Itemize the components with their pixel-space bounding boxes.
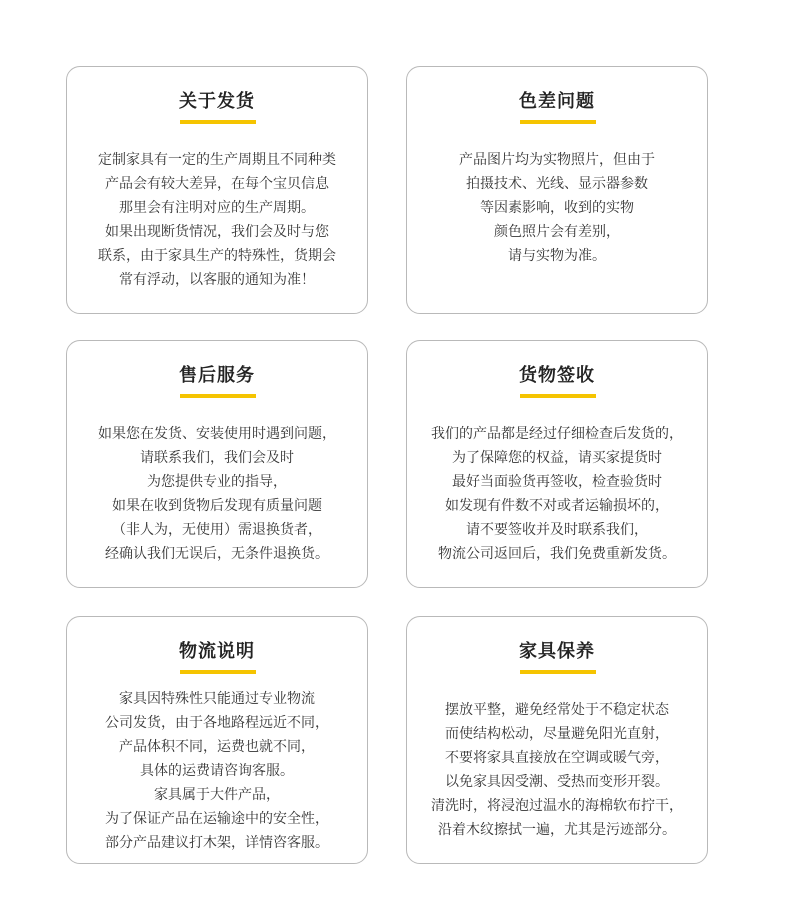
- body-line: 拍摄技术、光线、显示器参数: [466, 176, 648, 192]
- body-line: 物流公司返回后，我们免费重新发货。: [438, 546, 676, 562]
- body-line: 请不要签收并及时联系我们，: [466, 522, 648, 538]
- card-body: [73, 148, 361, 292]
- card-body: [413, 698, 701, 842]
- body-line: 摆放平整，避免经常处于不稳定状态: [445, 702, 669, 718]
- body-line: 定制家具有一定的生产周期且不同种类: [98, 152, 336, 168]
- card-body: [413, 148, 701, 268]
- title-underline: [180, 120, 256, 124]
- card-title: 家具保养: [519, 641, 595, 662]
- body-line: 如果您在发货、安装使用时遇到问题，: [98, 426, 336, 442]
- body-line: 颜色照片会有差别，: [494, 224, 620, 240]
- body-line: 以免家具因受潮、受热而变形开裂。: [445, 774, 669, 790]
- card-body: [73, 687, 361, 855]
- card-body: [73, 422, 361, 566]
- body-line: 为了保证产品在运输途中的安全性，: [105, 811, 329, 827]
- body-line: 具体的运费请咨询客服。: [140, 763, 294, 779]
- card-after-sales: [66, 340, 368, 588]
- card-body: [413, 422, 701, 566]
- title-underline: [180, 394, 256, 398]
- card-title: 物流说明: [179, 641, 255, 662]
- body-line: 常有浮动，以客服的通知为准！: [119, 272, 315, 288]
- body-line: 不要将家具直接放在空调或暖气旁，: [445, 750, 669, 766]
- card-color-difference: [406, 66, 708, 314]
- title-underline: [520, 120, 596, 124]
- title-underline: [520, 670, 596, 674]
- body-line: 公司发货，由于各地路程远近不同，: [105, 715, 329, 731]
- card-title: 色差问题: [519, 91, 595, 112]
- card-logistics: [66, 616, 368, 864]
- body-line: 部分产品建议打木架，详情咨客服。: [105, 835, 329, 851]
- card-delivery-receipt: [406, 340, 708, 588]
- body-line: 如果出现断货情况，我们会及时与您: [105, 224, 329, 240]
- title-underline: [520, 394, 596, 398]
- body-line: 我们的产品都是经过仔细检查后发货的，: [431, 426, 683, 442]
- card-shipping: [66, 66, 368, 314]
- body-line: 而使结构松动，尽量避免阳光直射，: [445, 726, 669, 742]
- body-line: 请与实物为准。: [508, 248, 606, 264]
- body-line: 为您提供专业的指导，: [147, 474, 287, 490]
- card-title: 关于发货: [179, 91, 255, 112]
- body-line: 经确认我们无误后，无条件退换货。: [105, 546, 329, 562]
- card-title: 货物签收: [519, 365, 595, 386]
- body-line: 产品体积不同，运费也就不同，: [119, 739, 315, 755]
- body-line: 那里会有注明对应的生产周期。: [119, 200, 315, 216]
- body-line: 沿着木纹擦拭一遍，尤其是污迹部分。: [438, 822, 676, 838]
- title-underline: [180, 670, 256, 674]
- body-line: 家具因特殊性只能通过专业物流: [119, 691, 315, 707]
- card-title: 售后服务: [179, 365, 255, 386]
- body-line: 清洗时，将浸泡过温水的海棉软布拧干，: [431, 798, 683, 814]
- body-line: 最好当面验货再签收，检查验货时: [452, 474, 662, 490]
- body-line: 等因素影响，收到的实物: [480, 200, 634, 216]
- body-line: 如果在收到货物后发现有质量问题: [112, 498, 322, 514]
- body-line: 如发现有件数不对或者运输损坏的，: [445, 498, 669, 514]
- body-line: 为了保障您的权益，请买家提货时: [452, 450, 662, 466]
- body-line: 联系，由于家具生产的特殊性，货期会: [98, 248, 336, 264]
- body-line: 产品会有较大差异，在每个宝贝信息: [105, 176, 329, 192]
- body-line: （非人为，无使用）需退换货者，: [112, 522, 322, 538]
- body-line: 请联系我们，我们会及时: [140, 450, 294, 466]
- body-line: 产品图片均为实物照片，但由于: [459, 152, 655, 168]
- card-furniture-care: [406, 616, 708, 864]
- body-line: 家具属于大件产品，: [154, 787, 280, 803]
